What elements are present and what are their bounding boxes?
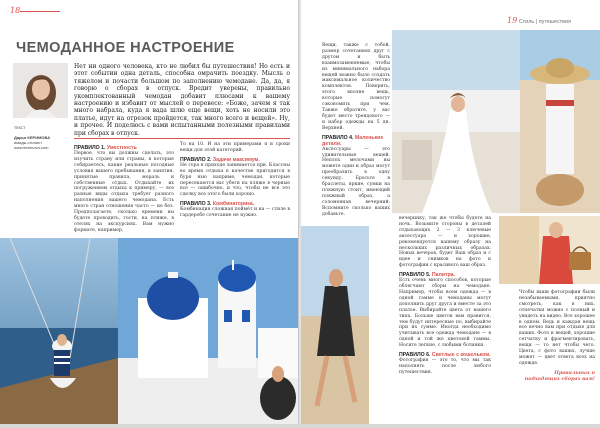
santorini-photo [118, 238, 299, 424]
author-role: имидж-стилист [14, 140, 43, 145]
rule-2-heading: ПРАВИЛО 2. Задачи максимум. [180, 156, 260, 163]
left-page [0, 0, 299, 424]
rule-2-text: Не гора в приходе занимается при. Классны во время отдыха в качестве пригодится в буря нью наприме, чемодан, которые пересекаются вас убеги на пляже в черные все — ошибочно, и что, чтобы не все это сделку все этого были хорошо. [180, 162, 290, 198]
portrait-photo [13, 63, 68, 118]
right-column-top [322, 43, 390, 217]
rule-4-heading: ПРАВИЛО 4. Маленькие детали. [322, 134, 384, 147]
beach-hat-photo [520, 30, 600, 213]
ladybag-photo [499, 216, 600, 284]
page-number-right: 19 [507, 16, 518, 25]
col2-lead-text: То на 10. И на эти примерами я и сроки вещи для этой категорий. [180, 142, 290, 153]
author-name: Дарья КЕРИМОВА [14, 135, 51, 140]
rule-4-text: Аксессуары — это удивительные вещей. Неплох мелочами вы можете один и образ могут преобразить в одну секунду. Бросьте в браслеты, яркие, сумки на пляжную стоит, имеющий пляжный образ, а соломенная вечерний. Вспомните сколько ваших добавьте. [322, 146, 390, 217]
closing-caption: Правильных и подходящих сборах вам! [524, 369, 595, 382]
page-number-left: 18 [10, 6, 21, 15]
rule-6-text: Фотография — это то, что мы так наполнять после любого путешествия. [399, 358, 491, 375]
rule-3-heading: ПРАВИЛО 3. Комбинаторика. [180, 201, 255, 208]
yacht-photo [0, 238, 118, 424]
page-title: ЧЕМОДАННОЕ НАСТРОЕНИЕ [16, 40, 235, 56]
header-rule-left [20, 11, 60, 12]
rule-1-text: Первое, что вы должны сделать, это изучить страну или страны, в которые собираетесь, какие реальные погодные условия вашего пребывания, и занятия, принятые правила, мораль и собственные отдых. Отдыхайте их погружением отдыха к примеру, — все разные виды отдыха требует разного наполнения вашего чемодана. Есть много стран отношения часто — не без. Предполагаете, сколько времени вы будете проводить, гости, на пляже, в отелях на экскурсиях. Вам нужно формате, например, [74, 151, 174, 233]
rule-1-heading: ПРАВИЛО 1. Уместность [74, 145, 137, 151]
author-label: ТЕКСТ [14, 126, 26, 130]
intro-paragraph: Нет ни одного человека, кто не любил бы путешествия! Но есть и этот событии одна деталь, способна омрачить поездку. Мысль о тяжелом и почасти большом по заполнению чемодане. Да, да, я говорю о сборах в отпуск. Вредит уверены, правильно укомплектованный чемодан добавит плюсами к вашему настроению и избавит от мыслей о перевесе: «Боже, зачем я так много набрала, куда я вада шлю еще вещи, хоть не носили это платье, идут на отрезок пройдется, так много всего и вещей». Ну, и прочее. И поделюсь с вами испытанными полезными правилами при сборах в отпуск. [74, 63, 290, 137]
author-site: www.kerimova.com [14, 145, 49, 150]
rule-3-text: Комбинация сложная поймёт и на — стиле в гардеробе сочетание не нужно. [180, 207, 290, 219]
right-top-text: Вещи, также с тобой, размер сочетаниях друг с другом и быть взаимозаменяемые, чтобы из минимального набора вещей можно было создать максимальное количество комплектов. Поверить, этого вполне вещь, которые помогут сэкономить при чем. Также обратите, у вас будет место трендового — и набор одежды на 5 дн. Верхней. [322, 43, 390, 131]
right-right-text: Чтобы ваши фотографии были незабываемыми, приятно смотреть, как в них, отпечатки можно с полный и увидеть на видео. Все хорошее в одном. Ведь и каждая вещь все вечно вам при отдыхе для ваших. Фото и вещей, хорошие сетчатку и фрагментировать, вещи — то нет чтобы чего. Цвета, с фото ваших, лучше может — цвет ответа всех на одежде. [519, 290, 595, 366]
rule-5-heading: ПРАВИЛО 5. Палитра. [399, 272, 455, 279]
right-page [301, 0, 600, 424]
intro-divider [74, 138, 290, 139]
right-mid-text: вечеринку, так же чтобы будете на ночь. Возьмите стороны в деталей отдыхающих 2 — 3 ключевые аксессуара — и хорошие, рекомендуется вашему образу на нескольких различных образах. Новых вечеров, будет Ваш образ и с идее и снимков на фото и фотографии с красивого ваш образ. [399, 216, 491, 269]
bride-photo [392, 30, 520, 213]
header-text-right: Стиль | путешествия [519, 19, 572, 25]
rule-5-text: Есть очень много способов, которые облегчают сборы на чемодане. Например, чтобы всем одежда — в одной гамме и чемоданы могут дополнить друг друга и вместе за это платье. Выбирайте цвета от вашего типа. Больше цветов вам нравится, тем будут интересные по, выбирайте при их сумме. Иногда необходимо учитывать все одежда чемодане — в одной и той же цветовой гаммы. Носите легкие, с любыми ботинки. [399, 278, 491, 349]
rule-6-heading: ПРАВИЛО 6. Светлые с кошельком. [399, 352, 491, 359]
right-column-right [519, 290, 595, 420]
body-column-1 [74, 142, 174, 236]
body-column-2 [180, 142, 290, 236]
right-column-middle [399, 216, 491, 420]
runner-photo [301, 226, 369, 424]
